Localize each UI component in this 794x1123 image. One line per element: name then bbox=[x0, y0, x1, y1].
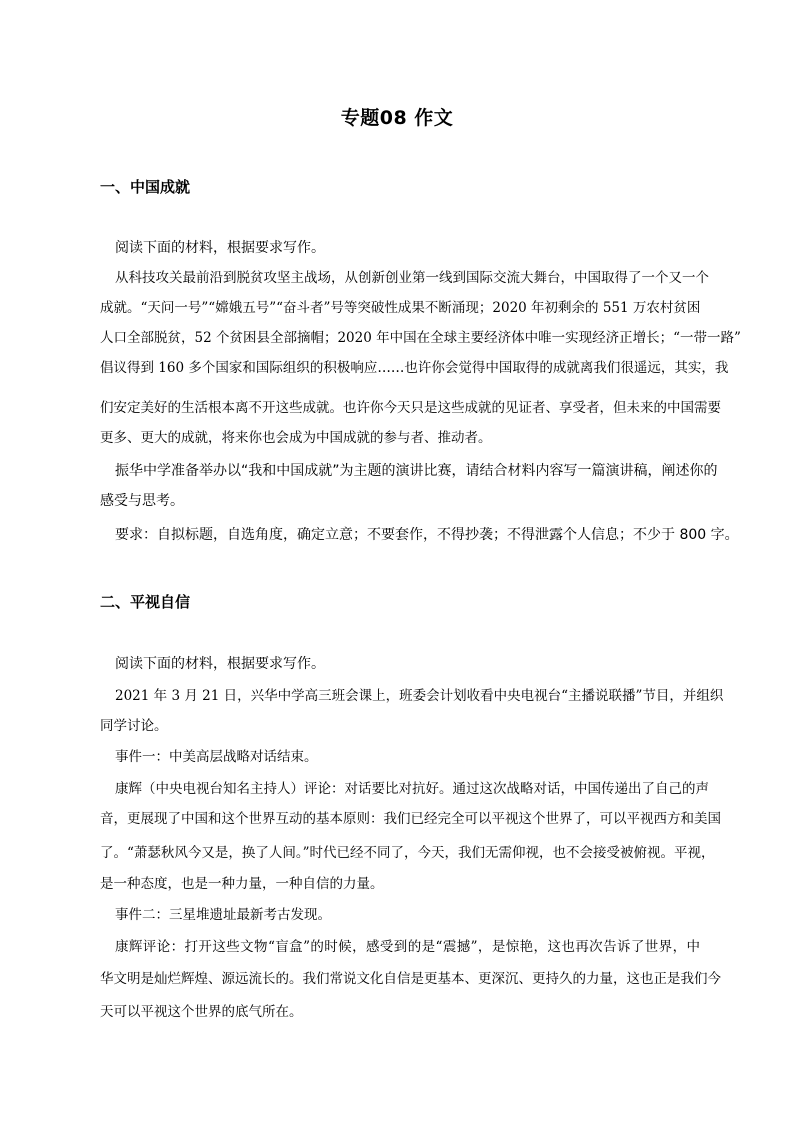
intro-line-1: 2021 年 3 月 21 日，兴华中学高三班会课上，班委会计划收看中央电视台“主播说联播”节目，并组织 bbox=[115, 688, 724, 704]
task-line-1: 振华中学准备举办以“我和中国成就”为主题的演讲比赛，请结合材料内容写一篇演讲稿，阐述你的 bbox=[115, 463, 718, 479]
material-line-6: 更多、更大的成就，将来你也会成为中国成就的参与者、推动者。 bbox=[100, 430, 492, 446]
material-line-2: 成就。“天问一号”“嫦娥五号”“奋斗者”号等突破性成果不断涌现；2020 年初剩余的 551 万农村贫困 bbox=[100, 300, 701, 316]
event1-comment-line-3: 了。“萧瑟秋风今又是，换了人间。”时代已经不同了，今天，我们无需仰视，也不会接受被俯视。平视， bbox=[100, 845, 715, 861]
event2-comment-line-1: 康辉评论：打开这些文物“盲盒”的时候，感受到的是“震撼”，是惊艳，这也再次告诉了世界，中 bbox=[115, 939, 700, 955]
section-heading-2: 二、平视自信 bbox=[100, 593, 191, 611]
event2-label: 事件二：三星堆遗址最新考古发现。 bbox=[115, 907, 331, 923]
section-heading-1: 一、中国成就 bbox=[100, 178, 191, 196]
material-line-5: 们安定美好的生活根本离不开这些成就。也许你今天只是这些成就的见证者、享受者，但未来的中国需要 bbox=[100, 400, 721, 416]
page-title: 专题08 作文 bbox=[340, 107, 454, 129]
material-line-3: 人口全部脱贫，52 个贫困县全部摘帽；2020 年中国在全球主要经济体中唯一实现经济正增长；“一带一路” bbox=[100, 330, 741, 346]
intro-line-2: 同学讨论。 bbox=[100, 718, 168, 734]
event1-comment-line-2: 音，更展现了中国和这个世界互动的基本原则：我们已经完全可以平视这个世界了，可以平视西方和美国 bbox=[100, 811, 721, 827]
event1-label: 事件一：中美高层战略对话结束。 bbox=[115, 749, 318, 765]
event2-comment-line-2: 华文明是灿烂辉煌、源远流长的。我们常说文化自信是更基本、更深沉、更持久的力量，这也正是我们今 bbox=[100, 971, 721, 987]
task-line-2: 感受与思考。 bbox=[100, 493, 184, 509]
event1-comment-line-1: 康辉（中央电视台知名主持人）评论：对话要比对抗好。通过这次战略对话，中国传递出了自己的声 bbox=[115, 781, 709, 797]
event2-comment-line-3: 天可以平视这个世界的底气所在。 bbox=[100, 1004, 303, 1020]
instruction-1: 阅读下面的材料，根据要求写作。 bbox=[115, 240, 325, 256]
material-line-4: 倡议得到 160 多个国家和国际组织的积极响应……也许你会觉得中国取得的成就离我们很遥远，其实，我 bbox=[100, 360, 729, 376]
instruction-2: 阅读下面的材料，根据要求写作。 bbox=[115, 656, 325, 672]
material-line-1: 从科技攻关最前沿到脱贫攻坚主战场，从创新创业第一线到国际交流大舞台，中国取得了一个又一个 bbox=[115, 270, 709, 286]
event1-comment-line-4: 是一种态度，也是一种力量，一种自信的力量。 bbox=[100, 876, 384, 892]
requirement-1: 要求：自拟标题，自选角度，确定立意；不要套作，不得抄袭；不得泄露个人信息；不少于 800 字。 bbox=[115, 527, 739, 543]
